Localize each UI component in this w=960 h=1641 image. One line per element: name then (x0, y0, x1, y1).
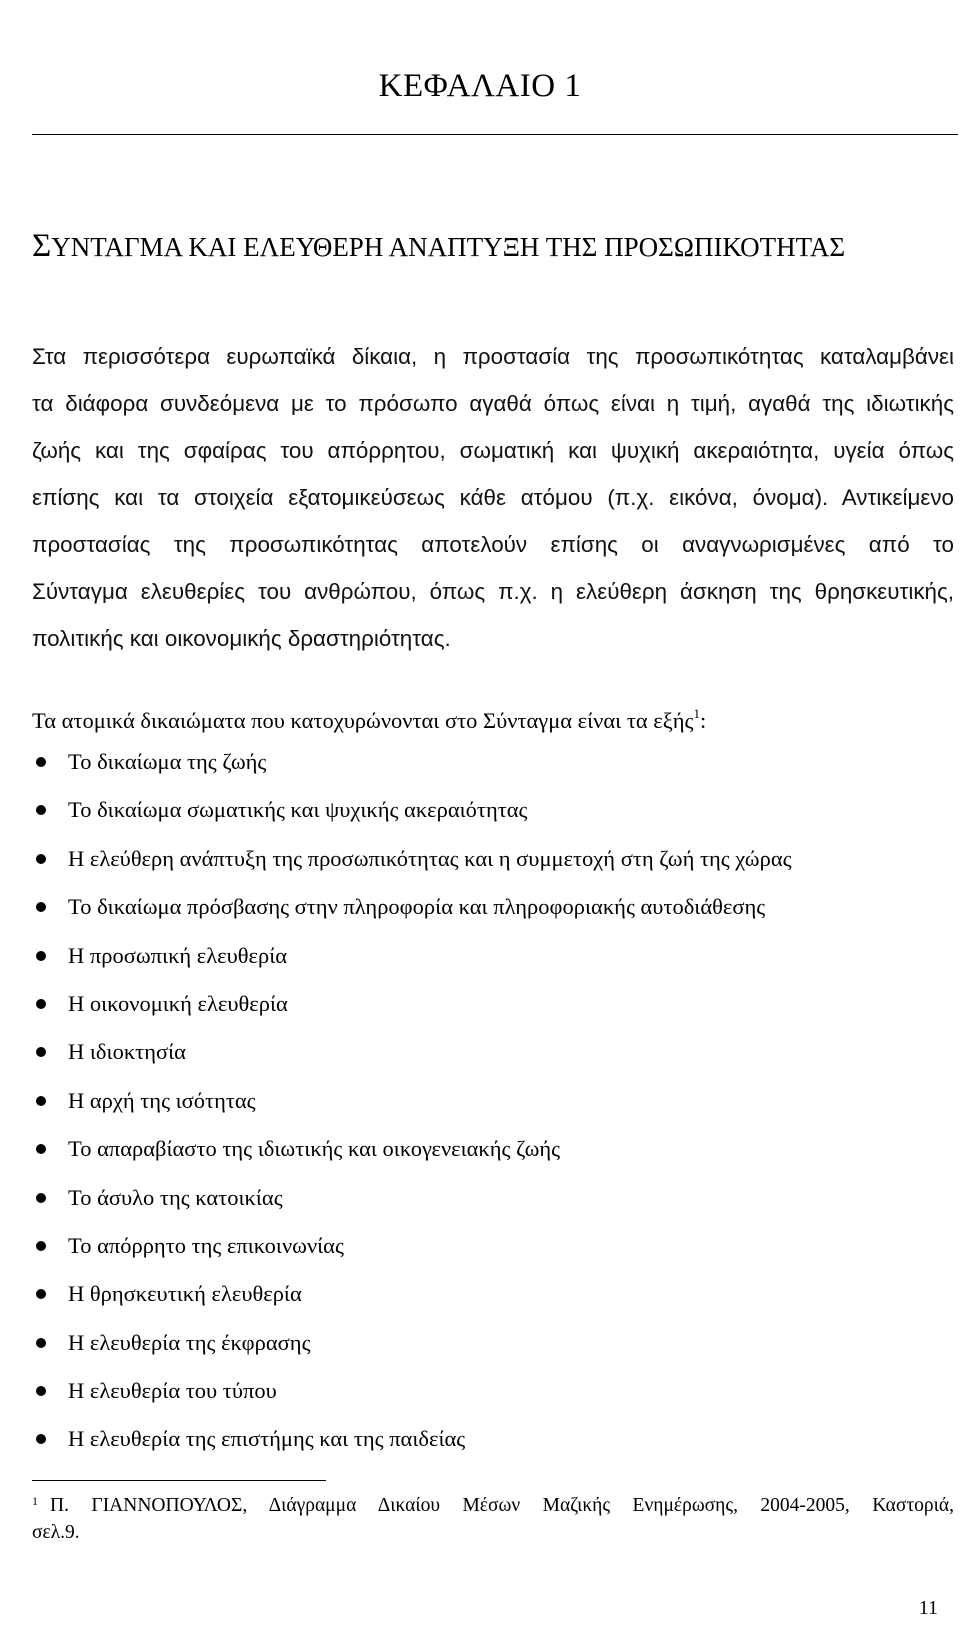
footnote-text: Π. ΓΙΑΝΝΟΠΟΥΛΟΣ, Διάγραμμα Δικαίου Μέσων Μαζικής Ενημέρωσης, 2004-2005, Καστοριά, (50, 1495, 954, 1516)
list-item-text: Το δικαίωμα σωματικής και ψυχικής ακεραιότητας (68, 797, 528, 823)
list-item (32, 1028, 792, 1076)
list-item (32, 1125, 792, 1173)
paragraph-line: Στα περισσότερα ευρωπαϊκά δίκαια, η προστασία της προσωπικότητας καταλαμβάνει (32, 344, 954, 369)
list-item-text: Η οικονομική ελευθερία (68, 990, 288, 1016)
list-item-text: Η προσωπική ελευθερία (68, 942, 288, 968)
bullet-icon (36, 951, 46, 961)
footnote (32, 1492, 954, 1546)
footnote-line-2: σελ.9. (32, 1522, 80, 1543)
footnote-number: 1 (32, 1494, 38, 1508)
rights-list (32, 738, 792, 1464)
bullet-icon (36, 757, 46, 767)
list-item-text: Το άσυλο της κατοικίας (68, 1184, 283, 1210)
list-item-text: Το δικαίωμα πρόσβασης στην πληροφορία και πληροφοριακής αυτοδιάθεσης (68, 894, 766, 920)
list-item (32, 1270, 792, 1318)
paragraph-line: πολιτικής και οικονομικής δραστηριότητας. (32, 626, 451, 651)
bullet-icon (36, 1144, 46, 1154)
bullet-icon (36, 1047, 46, 1057)
list-item (32, 932, 792, 980)
section-title (32, 228, 845, 265)
list-item (32, 1222, 792, 1270)
list-item-text: Η θρησκευτική ελευθερία (68, 1281, 302, 1307)
section-title-text: ΥΝΤΑΓΜΑ ΚΑΙ ΕΛΕΥΘΕΡΗ ΑΝΑΠΤΥΞΗ ΤΗΣ ΠΡΟΣΩΠΙΚΟΤΗΤΑΣ (51, 232, 846, 262)
bullet-icon (36, 805, 46, 815)
paragraph-line: ζωής και της σφαίρας του απόρρητου, σωματική και ψυχική ακεραιότητα, υγεία όπως (32, 438, 954, 463)
list-item (32, 738, 792, 786)
list-item (32, 786, 792, 834)
chapter-heading: ΚΕΦΑΛΑΙΟ 1 (378, 68, 582, 104)
bullet-icon (36, 1434, 46, 1444)
bullet-icon (36, 1289, 46, 1299)
list-item-text: Η ελευθερία της έκφρασης (68, 1329, 311, 1355)
list-item-text: Η ελεύθερη ανάπτυξη της προσωπικότητας και η συμμετοχή στη ζωή της χώρας (68, 845, 792, 871)
list-item (32, 1174, 792, 1222)
page-number: 11 (918, 1597, 938, 1619)
bullet-icon (36, 1193, 46, 1203)
list-item (32, 1367, 792, 1415)
rights-intro-end: : (699, 708, 707, 733)
list-item-text: Η ιδιοκτησία (68, 1039, 186, 1065)
paragraph-line: επίσης και τα στοιχεία εξατομικεύσεως κάθε ατόμου (π.χ. εικόνα, όνομα). Αντικείμενο (32, 485, 954, 510)
list-item-text: Το δικαίωμα της ζωής (68, 749, 267, 774)
paragraph-line: προστασίας της προσωπικότητας αποτελούν επίσης οι αναγνωρισμένες από το (32, 532, 954, 557)
list-item-text: Η ελευθερία του τύπου (68, 1378, 277, 1404)
paragraph-line: Σύνταγμα ελευθερίες του ανθρώπου, όπως π.χ. η ελεύθερη άσκηση της θρησκευτικής, (32, 579, 954, 604)
section-title-initial: Σ (32, 228, 52, 264)
footnote-separator (32, 1480, 326, 1481)
rights-intro (32, 708, 706, 734)
bullet-icon (36, 1096, 46, 1106)
list-item-text: Η αρχή της ισότητας (68, 1087, 256, 1113)
rights-intro-text: Τα ατομικά δικαιώματα που κατοχυρώνονται στο Σύνταγμα είναι τα εξής (32, 708, 694, 733)
list-item-text: Το απόρρητο της επικοινωνίας (68, 1232, 344, 1258)
header-rule (32, 134, 958, 135)
bullet-icon (36, 854, 46, 864)
paragraph-line: τα διάφορα συνδεόμενα με το πρόσωπο αγαθά όπως είναι η τιμή, αγαθά της ιδιωτικής (32, 391, 954, 416)
list-item (32, 835, 792, 883)
list-item-text: Η ελευθερία της επιστήμης και της παιδείας (68, 1426, 466, 1452)
list-item (32, 1415, 792, 1463)
list-item (32, 1319, 792, 1367)
list-item (32, 883, 792, 931)
bullet-icon (36, 1241, 46, 1251)
footnote-reference[interactable]: 1 (693, 706, 700, 721)
list-item-text: Το απαραβίαστο της ιδιωτικής και οικογενειακής ζωής (68, 1136, 561, 1162)
list-item (32, 1077, 792, 1125)
bullet-icon (36, 999, 46, 1009)
bullet-icon (36, 902, 46, 912)
body-paragraph (32, 333, 954, 662)
bullet-icon (36, 1338, 46, 1348)
footnote-line (32, 1492, 954, 1519)
list-item (32, 980, 792, 1028)
bullet-icon (36, 1386, 46, 1396)
